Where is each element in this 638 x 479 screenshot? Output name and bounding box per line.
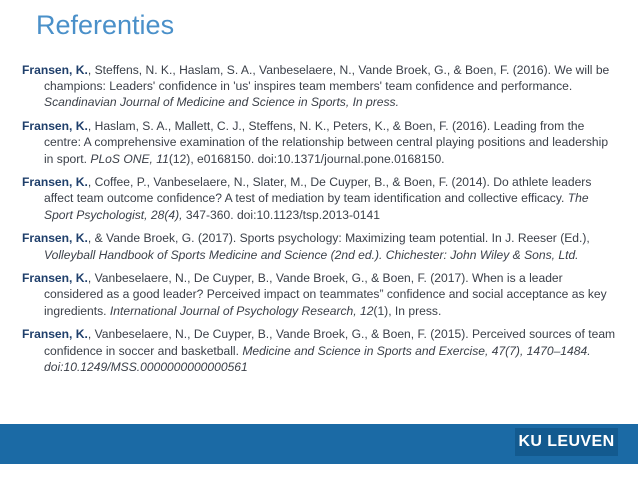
reference-text: , Haslam, S. A., Mallett, C. J., Steffens, N. K., Peters, K., & Boen, F. (2016). Leading from the centre: A comprehensive examination of the relationship between central playing positions and leadership in sport. xyxy=(44,119,609,166)
reference-source: International Journal of Psychology Research, 12 xyxy=(109,303,374,318)
reference-item xyxy=(22,118,618,167)
reference-text: 347-360. doi:10.1123/tsp.2013-0141 xyxy=(182,207,380,222)
reference-item xyxy=(22,230,618,262)
reference-text: , Steffens, N. K., Haslam, S. A., Vanbeselaere, N., Vande Broek, G., & Boen, F. (2016). We will be champions: Leaders' confidence in 'us' inspires team members' team confidence and performance. xyxy=(44,63,610,94)
reference-author: Fransen, K. xyxy=(22,327,88,342)
reference-author: Fransen, K. xyxy=(22,231,88,246)
reference-author: Fransen, K. xyxy=(22,271,88,286)
ku-leuven-logo: KU LEUVEN xyxy=(515,428,618,456)
reference-text: , Vanbeselaere, N., De Cuyper, B., Vande Broek, G., & Boen, F. (2015). Perceived sources of team confidence in soccer and basketball. xyxy=(44,327,616,358)
reference-source: Scandinavian Journal of Medicine and Science in Sports, In press. xyxy=(44,95,399,110)
reference-source: Volleyball Handbook of Sports Medicine and Science (2nd ed.). Chichester: John Wiley & Sons, Ltd. xyxy=(44,247,579,262)
reference-text: , Vanbeselaere, N., De Cuyper, B., Vande Broek, G., & Boen, F. (2017). When is a leader considered as a good leader? Perceived impact on teammates” confidence and social acceptance as key ingredients. xyxy=(44,271,607,318)
reference-list xyxy=(22,62,618,382)
reference-source: PLoS ONE, 11 xyxy=(90,151,169,166)
reference-text: (12), e0168150. doi:10.1371/journal.pone.0168150. xyxy=(168,151,445,166)
reference-author: Fransen, K. xyxy=(22,175,88,190)
page-title: Referenties xyxy=(36,10,175,40)
reference-text: , & Vande Broek, G. (2017). Sports psychology: Maximizing team potential. In J. Reeser (Ed.), xyxy=(87,231,590,246)
reference-item xyxy=(22,174,618,223)
reference-item xyxy=(22,270,618,319)
reference-author: Fransen, K. xyxy=(22,63,88,77)
reference-item xyxy=(22,326,618,375)
reference-source: Medicine and Science in Sports and Exercise, 47(7), 1470–1484. doi:10.1249/MSS.0000000000000561 xyxy=(44,343,591,374)
reference-source: The Sport Psychologist, 28(4), xyxy=(44,191,589,222)
reference-item xyxy=(22,62,618,111)
reference-text: , Coffee, P., Vanbeselaere, N., Slater, M., De Cuyper, B., & Boen, F. (2014). Do athlete leaders affect team outcome confidence? A test of mediation by team identification and collective efficacy. xyxy=(44,175,592,206)
reference-text: (1), In press. xyxy=(373,303,442,318)
reference-author: Fransen, K. xyxy=(22,119,88,134)
